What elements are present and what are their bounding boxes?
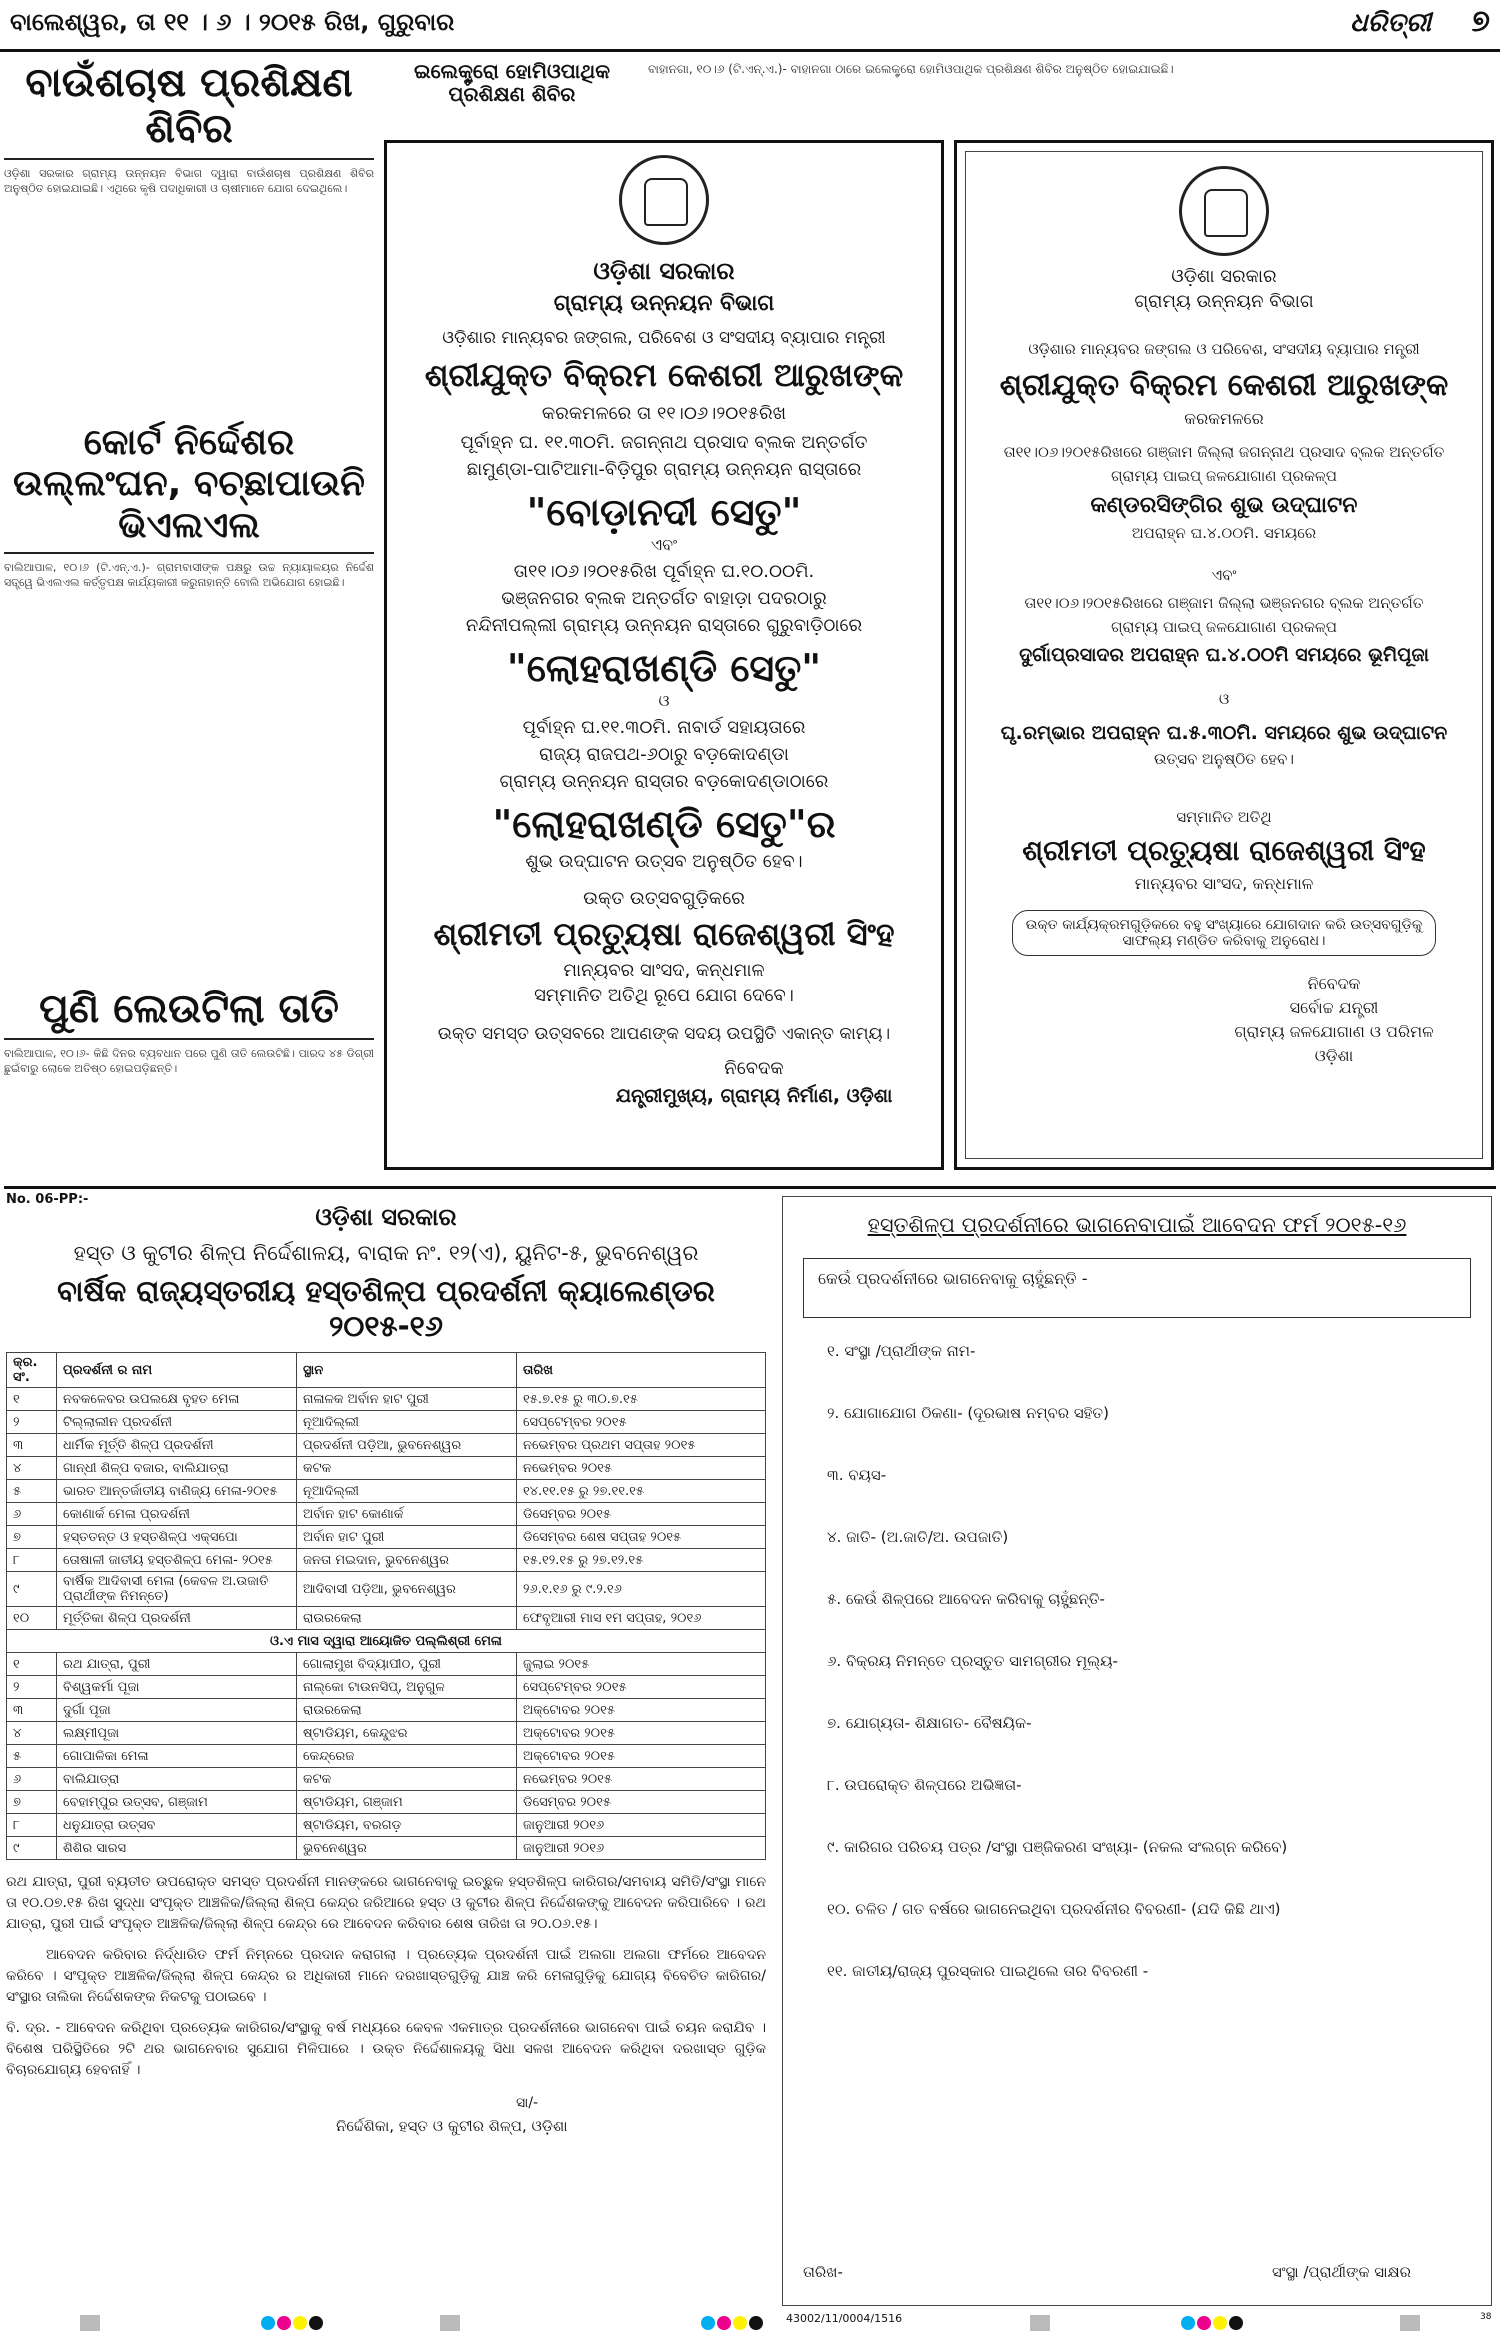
cell-serial: ୬ bbox=[7, 1768, 57, 1791]
cell-name: କୋଣାର୍କ ମେଳା ପ୍ରଦର୍ଶନୀ bbox=[57, 1503, 297, 1526]
table-row bbox=[7, 1814, 766, 1837]
ad2-signer2: ଗ୍ରାମ୍ୟ ଜଳଯୋଗାଣ ଓ ପରିମଳ bbox=[1234, 1022, 1434, 1041]
ad2-note: ଉକ୍ତ କାର୍ଯ୍ୟକ୍ରମଗୁଡ଼ିକରେ ବହୁ ସଂଖ୍ୟାରେ ଯୋଗଦାନ କରି ଉତ୍ସବଗୁଡ଼ିକୁ ସାଫଲ୍ୟ ମଣ୍ଡିତ କରିବାକୁ ଅନୁରୋଧ। bbox=[1012, 910, 1436, 956]
ad1-bridge1: "ବୋଡ଼ାନଦୀ ସେତୁ" bbox=[526, 490, 802, 534]
cell-date: ଅକ୍ଟୋବର ୨୦୧୫ bbox=[517, 1745, 766, 1768]
electro-story: ବାହାନଗା, ୧୦।୬ (ଟି.ଏନ୍.ଏ.)- ବାହାନଗା ଠାରେ ଇଲେକ୍ଟ୍ରୋ ହୋମିଓପାଥିକ ପ୍ରଶିକ୍ଷଣ ଶିବିର ଅନୁଷ୍ଠିତ ହୋଇଯାଇଛି। bbox=[648, 62, 1174, 76]
cell-date: ଡିସେମ୍ବର ଶେଷ ସପ୍ତାହ ୨୦୧୫ bbox=[517, 1526, 766, 1549]
ad1-line7: ପୂର୍ବାହ୍ନ ଘ.୧୧.୩୦ମି. ନାବାର୍ଡ ସହାୟତାରେ bbox=[522, 717, 806, 738]
cell-name: ରଥ ଯାତ୍ରା, ପୁରୀ bbox=[57, 1653, 297, 1676]
headline-bamboo: ବାଉଁଶଚାଷ ପ୍ରଶିକ୍ଷଣ ଶିବିର bbox=[25, 60, 353, 152]
ad1-nibedaka: ନିବେଦକ bbox=[724, 1058, 784, 1079]
ad1-bridge3: "ଲୋହରାଖଣ୍ଡି ସେତୁ"ର bbox=[492, 802, 836, 846]
cell-date: ଅକ୍ଟୋବର ୨୦୧୫ bbox=[517, 1722, 766, 1745]
cell-venue: ଅର୍ବାନ ହାଟ ପୁରୀ bbox=[297, 1526, 517, 1549]
headline-court: କୋର୍ଟ ନିର୍ଦ୍ଦେଶର ଉଲ୍ଲଂଘନ, ବଚ୍ଛାପାଉନି ଭିଏଲଏଲ bbox=[13, 422, 365, 546]
application-form bbox=[782, 1196, 1492, 2306]
registration-dots bbox=[700, 2315, 764, 2334]
cell-date: ୧୫.୧୨.୧୫ ରୁ ୨୭.୧୨.୧୫ bbox=[517, 1549, 766, 1572]
table-row bbox=[7, 1653, 766, 1676]
ad2-signer3: ଓଡ଼ିଶା bbox=[1314, 1046, 1354, 1065]
odisha-emblem-icon bbox=[1179, 166, 1269, 256]
ad1-guest: ଶ୍ରୀମତୀ ପ୍ରତ୍ୟୁଷା ରାଜେଶ୍ୱରୀ ସିଂହ bbox=[433, 915, 895, 953]
table-body-state bbox=[7, 1388, 766, 1630]
divider bbox=[4, 158, 374, 160]
ad2-guest-role: ସମ୍ମାନିତ ଅତିଥି bbox=[1176, 808, 1272, 826]
cell-serial: ୯ bbox=[7, 1837, 57, 1860]
cell-name: ଗୋପାଳିକା ମେଳା bbox=[57, 1745, 297, 1768]
cell-date: ସେପ୍ଟେମ୍ବର ୨୦୧୫ bbox=[517, 1411, 766, 1434]
form-sign-label: ସଂସ୍ଥା /ପ୍ରାର୍ଥୀଙ୍କ ସାକ୍ଷର bbox=[1271, 2263, 1411, 2281]
form-field[interactable]: ୧୦. ଚଳିତ / ଗତ ବର୍ଷରେ ଭାଗନେଇଥିବା ପ୍ରଦର୍ଶନୀର ବିବରଣୀ- (ଯଦି କିଛି ଥାଏ) bbox=[827, 1900, 1281, 1918]
form-field[interactable]: ୫. କେଉଁ ଶିଳ୍ପରେ ଆବେଦନ କରିବାକୁ ଚାହୁଁଛନ୍ତି- bbox=[827, 1590, 1105, 1608]
cell-serial: ୬ bbox=[7, 1503, 57, 1526]
ad1-dept: ଗ୍ରାମ୍ୟ ଉନ୍ନୟନ ବିଭାଗ bbox=[553, 291, 775, 316]
col-serial: କ୍ର. ସଂ. bbox=[7, 1353, 57, 1388]
table-row bbox=[7, 1480, 766, 1503]
divider bbox=[4, 552, 374, 554]
form-field[interactable]: ୩. ବୟସ- bbox=[827, 1466, 887, 1484]
cell-date: ଜୁଲାଇ ୨୦୧୫ bbox=[517, 1653, 766, 1676]
cell-date: ଡିସେମ୍ବର ୨୦୧୫ bbox=[517, 1791, 766, 1814]
ad2-line5: ଉତ୍ସବ ଅନୁଷ୍ଠିତ ହେବ। bbox=[1154, 750, 1294, 768]
cell-name: ଶିଶିର ସାରସ bbox=[57, 1837, 297, 1860]
cell-name: ବାର୍ଷିକ ଆଦିବାସୀ ମେଳା (କେବଳ ଅ.ଉଜାତି ପ୍ରାର୍ଥୀଙ୍କ ନିମନ୍ତେ) bbox=[57, 1572, 297, 1607]
col-date: ତାରିଖ bbox=[517, 1353, 766, 1388]
form-field[interactable]: ୧୧. ଜାତୀୟ/ରାଜ୍ୟ ପୁରସ୍କାର ପାଇଥିଲେ ତାର ବିବରଣୀ - bbox=[827, 1962, 1149, 1980]
story-bamboo: ଓଡ଼ିଶା ସରକାର ଗ୍ରାମ୍ୟ ଉନ୍ନୟନ ବିଭାଗ ଦ୍ୱାରା ବାଉଁଶଚାଷ ପ୍ରଶିକ୍ଷଣ ଶିବିର ଅନୁଷ୍ଠିତ ହୋଇଯାଇଛି। ଏଥିରେ କୃଷି ପଦାଧିକାରୀ ଓ ଚାଷୀମାନେ ଯୋଗ ଦେଇଥିଲେ। bbox=[4, 167, 374, 195]
form-title: ହସ୍ତଶିଳ୍ପ ପ୍ରଦର୍ଶନୀରେ ଭାଗନେବାପାଇଁ ଆବେଦନ ଫର୍ମ ୨୦୧୫-୧୬ bbox=[867, 1213, 1407, 1237]
ad1-line9: ଗ୍ରାମ୍ୟ ଉନ୍ନୟନ ରାସ୍ତାର ବଡ଼କୋଦଣ୍ଡାଠାରେ bbox=[499, 771, 829, 792]
yellow-dot bbox=[733, 2316, 747, 2330]
ad1-and2: ଓ bbox=[658, 691, 670, 710]
form-field[interactable]: ୭. ଯୋଗ୍ୟତା- ଶିକ୍ଷାଗତ- ବୈଷୟିକ- bbox=[827, 1714, 1032, 1732]
form-field[interactable]: ୯. କାରିଗର ପରିଚୟ ପତ୍ର /ସଂସ୍ଥା ପଞ୍ଜିକରଣ ସଂଖ୍ୟା- (ନକଲ ସଂଲଗ୍ନ କରିବେ) bbox=[827, 1838, 1288, 1856]
yellow-dot bbox=[293, 2316, 307, 2330]
cell-serial: ୮ bbox=[7, 1549, 57, 1572]
ad1-guest-role: ସମ୍ମାନିତ ଅତିଥି ରୂପେ ଯୋଗ ଦେବେ। bbox=[534, 985, 794, 1006]
craft-calendar-table bbox=[6, 1352, 766, 1860]
cell-venue: ପ୍ରଦର୍ଶନୀ ପଡ଼ିଆ, ଭୁବନେଶ୍ୱର bbox=[297, 1434, 517, 1457]
table-row bbox=[7, 1791, 766, 1814]
page-number: ୭ bbox=[1471, 4, 1490, 39]
cell-name: ଧନୁଯାତ୍ରା ଉତ୍ସବ bbox=[57, 1814, 297, 1837]
headline-heat: ପୁଣି ଲେଉଟିଲା ତାତି bbox=[39, 986, 339, 1033]
ad2-line3: ତା୧୧।୦୬।୨୦୧୫ରିଖରେ ଗଞ୍ଜାମ ଜିଲ୍ଲା ଭଞ୍ଜନଗର ବ୍ଲକ ଅନ୍ତର୍ଗତ bbox=[1024, 594, 1424, 612]
cyan-dot bbox=[1181, 2316, 1195, 2330]
ad-code: 43002/11/0004/1516 bbox=[786, 2312, 903, 2325]
craft-calendar-ad bbox=[6, 1192, 766, 2312]
cell-name: ନବକଳେବର ଉପଲକ୍ଷେ ବୃହତ ମେଳା bbox=[57, 1388, 297, 1411]
table-body-pallishree bbox=[7, 1653, 766, 1860]
black-dot bbox=[1229, 2316, 1243, 2330]
ad2-and2: ଓ bbox=[1218, 690, 1230, 708]
ad1-line1: କରକମଳରେ ତା ୧୧।୦୬।୨୦୧୫ରିଖ bbox=[541, 403, 787, 424]
form-field[interactable]: ୮. ଉପରୋକ୍ତ ଶିଳ୍ପରେ ଅଭିଜ୍ଞତା- bbox=[827, 1776, 1022, 1794]
cell-serial: ୨ bbox=[7, 1676, 57, 1699]
ad1-guest-title: ମାନ୍ୟବର ସାଂସଦ, କନ୍ଧମାଳ bbox=[563, 960, 765, 981]
cell-serial: ୭ bbox=[7, 1791, 57, 1814]
table-row bbox=[7, 1572, 766, 1607]
cell-serial: ୩ bbox=[7, 1699, 57, 1722]
cell-venue: ଆଦିବାସୀ ପଡ଼ିଆ, ଭୁବନେଶ୍ୱର bbox=[297, 1572, 517, 1607]
cell-venue: ଭୁବନେଶ୍ୱର bbox=[297, 1837, 517, 1860]
ad2-govt: ଓଡ଼ିଶା ସରକାର bbox=[1171, 266, 1277, 287]
cell-name: ବାଲିଯାତ୍ରା bbox=[57, 1768, 297, 1791]
left-news-column bbox=[4, 58, 374, 1178]
ad2-karakamala: କରକମଳରେ bbox=[1184, 409, 1264, 428]
table-header-row bbox=[7, 1353, 766, 1388]
story-heat: ବାଲିଆପାଳ, ୧୦।୬- କିଛି ଦିନର ବ୍ୟବଧାନ ପରେ ପୁଣି ତାତି ଲେଉଟିଛି। ପାରଦ ୪୫ ଡିଗ୍ରୀ ଛୁଇଁବାରୁ ଲୋକେ ଅତିଷ୍ଠ ହୋଇପଡ଼ିଛନ୍ତି। bbox=[4, 1047, 374, 1076]
cell-venue: ରାଉରକେଲା bbox=[297, 1699, 517, 1722]
cell-venue: କଟକ bbox=[297, 1768, 517, 1791]
ad2-place2: ଦୁର୍ଗାପ୍ରସାଦର ଅପରାହ୍ନ ଘ.୪.୦୦ମି ସମୟରେ ଭୂମିପୂଜା bbox=[1019, 644, 1429, 666]
cell-venue: ଅର୍ବାନ ହାଟ କୋଣାର୍କ bbox=[297, 1503, 517, 1526]
cell-venue: ଷ୍ଟାଡିୟମ, ଗଞ୍ଜାମ bbox=[297, 1791, 517, 1814]
ad1-signer: ଯନ୍ତ୍ରୀମୁଖ୍ୟ, ଗ୍ରାମ୍ୟ ନିର୍ମାଣ, ଓଡ଼ିଶା bbox=[615, 1085, 893, 1107]
craft-title: ବାର୍ଷିକ ରାଜ୍ୟସ୍ତରୀୟ ହସ୍ତଶିଳ୍ପ ପ୍ରଦର୍ଶନୀ କ୍ୟାଲେଣ୍ଡର ୨୦୧୫-୧୬ bbox=[57, 1274, 715, 1343]
cell-serial: ୧ bbox=[7, 1388, 57, 1411]
craft-para3: ବି. ଦ୍ର. - ଆବେଦନ କରିଥିବା ପ୍ରତ୍ୟେକ କାରିଗର/ସଂସ୍ଥାକୁ ବର୍ଷ ମଧ୍ୟରେ କେବଳ ଏକମାତ୍ର ପ୍ରଦର୍ଶନୀରେ ଭାଗନେବା ପାଇଁ ଚୟନ କରାଯିବ । ବିଶେଷ ପରିସ୍ଥିତିରେ ୨ଟି ଥର ଭାଗନେବାର ସୁଯୋଗ ମିଳିପାରେ । ଉକ୍ତ ନିର୍ଦ୍ଦେଶାଳୟକୁ ସିଧା ସଳଖ ଆବେଦନ କରିଥିବା ଦରଖାସ୍ତ ଗୁଡ଼ିକ ବିଚାରଯୋଗ୍ୟ ହେବନାହିଁ । bbox=[6, 2020, 766, 2078]
cell-serial: ୭ bbox=[7, 1526, 57, 1549]
form-fields bbox=[803, 1342, 1471, 1980]
page-folio: 38 bbox=[1480, 2312, 1492, 2322]
cell-serial: ୯ bbox=[7, 1572, 57, 1607]
col-name: ପ୍ରଦର୍ଶନୀ ର ନାମ bbox=[57, 1353, 297, 1388]
ad2-minister-title: ଓଡ଼ିଶାର ମାନ୍ୟବର ଜଙ୍ଗଲ ଓ ପରିବେଶ, ସଂସଦୀୟ ବ୍ୟାପାର ମନ୍ତ୍ରୀ bbox=[1028, 340, 1420, 358]
table-row bbox=[7, 1768, 766, 1791]
table-row bbox=[7, 1457, 766, 1480]
ad1-line11: ଉକ୍ତ ଉତ୍ସବଗୁଡ଼ିକରେ bbox=[583, 888, 745, 909]
cell-date: ନଭେମ୍ବର ୨୦୧୫ bbox=[517, 1768, 766, 1791]
cell-serial: ୫ bbox=[7, 1745, 57, 1768]
cell-name: ଲକ୍ଷ୍ମୀପୂଜା bbox=[57, 1722, 297, 1745]
table-row bbox=[7, 1434, 766, 1457]
cell-date: ଅକ୍ଟୋବର ୨୦୧୫ bbox=[517, 1699, 766, 1722]
table-row bbox=[7, 1526, 766, 1549]
ad2-place3: ଘୃ.ରମ୍ଭାର ଅପରାହ୍ନ ଘ.୫.୩୦ମି. ସମୟରେ ଶୁଭ ଉଦ୍‌ଘାଟନ bbox=[1000, 722, 1448, 744]
ad1-line10: ଶୁଭ ଉଦ୍‌ଘାଟନ ଉତ୍ସବ ଅନୁଷ୍ଠିତ ହେବ। bbox=[525, 851, 803, 872]
odisha-emblem-icon bbox=[619, 155, 709, 245]
ad2-nibedaka: ନିବେଦକ bbox=[1307, 974, 1361, 993]
form-field[interactable]: ୧. ସଂସ୍ଥା /ପ୍ରାର୍ଥୀଙ୍କ ନାମ- bbox=[827, 1342, 976, 1360]
craft-para2: ଆବେଦନ କରିବାର ନିର୍ଦ୍ଧାରିତ ଫର୍ମ ନିମ୍ନରେ ପ୍ରଦାନ କରାଗଲା । ପ୍ରତ୍ୟେକ ପ୍ରଦର୍ଶନୀ ପାଇଁ ଅଲଗା ଅଲଗା ଫର୍ମରେ ଆବେଦନ କରିବେ । ସଂପୃକ୍ତ ଆଞ୍ଚଳିକ/ଜିଲ୍ଲା ଶିଳ୍ପ କେନ୍ଦ୍ର ର ଅଧିକାରୀ ମାନେ ଦରଖାସ୍ତଗୁଡ଼ିକୁ ଯାଞ୍ଚ କରି ମେଳାଗୁଡ଼ିକୁ ଯୋଗ୍ୟ ବିବେଚିତ କାରିଗର/ ସଂସ୍ଥାର ତାଲିକା ନିର୍ଦ୍ଦେଶକଙ୍କ ନିକଟକୁ ପଠାଇବେ । bbox=[6, 1947, 766, 2005]
table-row bbox=[7, 1503, 766, 1526]
craft-sign1: ସା/- bbox=[516, 2095, 539, 2111]
craft-sign2: ନିର୍ଦ୍ଦେଶିକା, ହସ୍ତ ଓ କୁଟୀର ଶିଳ୍ପ, ଓଡ଼ିଶା bbox=[336, 2117, 568, 2135]
table-subheading-row bbox=[7, 1630, 766, 1653]
cell-serial: ୮ bbox=[7, 1814, 57, 1837]
cell-name: ଗାନ୍ଧୀ ଶିଳ୍ପ ବଜାର, ବାଲିଯାତ୍ରା bbox=[57, 1457, 297, 1480]
form-field[interactable]: ୪. ଜାତି- (ଅ.ଜାତି/ଅ. ଉପଜାତି) bbox=[827, 1528, 1009, 1546]
cell-venue: ଗୋଲାମୁଖ ବିଦ୍ୟାପୀଠ, ପୁରୀ bbox=[297, 1653, 517, 1676]
magenta-dot bbox=[717, 2316, 731, 2330]
ad1-and1: ଏବଂ bbox=[650, 535, 678, 554]
cell-date: ଫେବୃଆରୀ ମାସ ୧ମ ସପ୍ତାହ, ୨୦୧୬ bbox=[517, 1607, 766, 1630]
cell-venue: ନାଲ୍‌କୋ ଟାଉନସିପ୍, ଅନୁଗୁଳ bbox=[297, 1676, 517, 1699]
form-which-label: କେଉଁ ପ୍ରଦର୍ଶନୀରେ ଭାଗନେବାକୁ ଚାହୁଁଛନ୍ତି - bbox=[818, 1269, 1088, 1288]
cell-name: ବିଶ୍ୱକର୍ମା ପୂଜା bbox=[57, 1676, 297, 1699]
table-subheading: ଓ.ଏ ମାସ ଦ୍ୱାରା ଆୟୋଜିତ ପଲ୍ଲିଶ୍ରୀ ମେଳା bbox=[7, 1630, 766, 1653]
grey-patch bbox=[440, 2315, 460, 2331]
ad2-dept: ଗ୍ରାମ୍ୟ ଉନ୍ନୟନ ବିଭାଗ bbox=[1134, 291, 1314, 312]
form-field[interactable]: ୬. ବିକ୍ରୟ ନିମନ୍ତେ ପ୍ରସ୍ତୁତ ସାମଗ୍ରୀର ମୂଲ୍ୟ- bbox=[827, 1652, 1118, 1670]
form-exhibition-choice[interactable] bbox=[803, 1258, 1471, 1318]
cell-date: ନଭେମ୍ବର ୨୦୧୫ bbox=[517, 1457, 766, 1480]
cell-date: ନଭେମ୍ବର ପ୍ରଥମ ସପ୍ତାହ ୨୦୧୫ bbox=[517, 1434, 766, 1457]
table-row bbox=[7, 1549, 766, 1572]
masthead bbox=[1350, 4, 1490, 39]
ad1-line12: ଉକ୍ତ ସମସ୍ତ ଉତ୍ସବରେ ଆପଣଙ୍କ ସଦୟ ଉପସ୍ଥିତି ଏକାନ୍ତ କାମ୍ୟ। bbox=[437, 1024, 891, 1044]
ad1-line6: ନନ୍ଦିନୀପଲ୍ଲୀ ଗ୍ରାମ୍ୟ ଉନ୍ନୟନ ରାସ୍ତାରେ ଗୁରୁବାଡ଼ିଠାରେ bbox=[465, 615, 863, 636]
cell-date: ୧୪.୧୧.୧୫ ରୁ ୨୭.୧୧.୧୫ bbox=[517, 1480, 766, 1503]
table-row bbox=[7, 1837, 766, 1860]
cell-serial: ୪ bbox=[7, 1457, 57, 1480]
ad2-line2: ଗ୍ରାମ୍ୟ ପାଇପ୍ ଜଳଯୋଗାଣ ପ୍ରକଳ୍ପ bbox=[1111, 467, 1337, 485]
cell-serial: ୧୦ bbox=[7, 1607, 57, 1630]
cell-name: ହସ୍ତତନ୍ତ ଓ ହସ୍ତଶିଳ୍ପ ଏକ୍ସପୋ bbox=[57, 1526, 297, 1549]
ad1-line4: ତା୧୧।୦୬।୨୦୧୫ରିଖ ପୂର୍ବାହ୍ନ ଘ.୧୦.୦୦ମି. bbox=[513, 561, 815, 582]
cell-name: ମୂର୍ତ୍ତିକା ଶିଳ୍ପ ପ୍ରଦର୍ଶନୀ bbox=[57, 1607, 297, 1630]
table-row bbox=[7, 1699, 766, 1722]
ad1-line8: ରାଜ୍ୟ ରାଜପଥ-୬ଠାରୁ ବଡ଼କୋଦଣ୍ଡା bbox=[539, 744, 789, 765]
cell-venue: ନାଳାଳକ ଅର୍ବାନ ହାଟ ପୁରୀ bbox=[297, 1388, 517, 1411]
water-supply-ad bbox=[954, 140, 1494, 1170]
grey-patch bbox=[1030, 2315, 1050, 2331]
ad2-minister-name: ଶ୍ରୀଯୁକ୍ତ ବିକ୍ରମ କେଶରୀ ଆରୁଖଙ୍କ bbox=[999, 368, 1449, 403]
ad2-signer1: ସର୍ବୋଚ୍ଚ ଯନ୍ତ୍ରୀ bbox=[1289, 998, 1379, 1017]
cyan-dot bbox=[701, 2316, 715, 2330]
registration-dots bbox=[1180, 2315, 1244, 2334]
magenta-dot bbox=[277, 2316, 291, 2330]
table-row bbox=[7, 1745, 766, 1768]
ad1-bridge2: "ଲୋହରାଖଣ୍ଡି ସେତୁ" bbox=[506, 646, 822, 690]
section-rule bbox=[4, 1186, 1496, 1189]
ad2-line1: ତା୧୧।୦୬।୨୦୧୫ରିଖରେ ଗଞ୍ଜାମ ଜିଲ୍ଲା ଜଗନ୍ନାଥ ପ୍ରସାଦ ବ୍ଲକ ଅନ୍ତର୍ଗତ bbox=[1003, 443, 1445, 461]
col-venue: ସ୍ଥାନ bbox=[297, 1353, 517, 1388]
paper-logo: ଧରିତ୍ରୀ bbox=[1349, 8, 1432, 38]
black-dot bbox=[749, 2316, 763, 2330]
story-court: ବାଲିଆପାଳ, ୧୦।୬ (ଟି.ଏନ୍.ଏ.)- ଗ୍ରାମବାସୀଙ୍କ ପକ୍ଷରୁ ଉଚ୍ଚ ନ୍ୟାୟାଳୟର ନିର୍ଦ୍ଦେଶ ସତ୍ତ୍ୱେ ଭିଏଲଏଲ କର୍ତ୍ତୃପକ୍ଷ କାର୍ଯ୍ୟକାରୀ କରୁନାହାନ୍ତି ବୋଲି ଅଭିଯୋଗ ହୋଇଛି। bbox=[4, 561, 374, 590]
craft-govt: ଓଡ଼ିଶା ସରକାର bbox=[315, 1203, 457, 1231]
cell-date: ୨୬.୧.୧୬ ରୁ ୯.୨.୧୬ bbox=[517, 1572, 766, 1607]
ad1-minister-name: ଶ୍ରୀଯୁକ୍ତ ବିକ୍ରମ କେଶରୀ ଆରୁଖଙ୍କ bbox=[424, 356, 904, 394]
cell-venue: ନୂଆଦିଲ୍ଲୀ bbox=[297, 1411, 517, 1434]
yellow-dot bbox=[1213, 2316, 1227, 2330]
ad2-and1: ଏବଂ bbox=[1211, 566, 1237, 584]
table-row bbox=[7, 1411, 766, 1434]
form-date-label: ତାରିଖ- bbox=[803, 2263, 843, 2281]
cell-venue: ରାଉରକେଲା bbox=[297, 1607, 517, 1630]
grey-patch bbox=[1400, 2315, 1420, 2331]
ad2-place1: କଣ୍ଡରସିଙ୍ଗିର ଶୁଭ ଉଦ୍‌ଘାଟନ bbox=[1090, 493, 1358, 518]
cell-name: ଟିଲ୍ଲାଲୀନ ପ୍ରଦର୍ଶନୀ bbox=[57, 1411, 297, 1434]
page-header bbox=[0, 0, 1500, 52]
registration-dots bbox=[260, 2315, 324, 2334]
cell-venue: ଜନତା ମଇଦାନ, ଭୁବନେଶ୍ୱର bbox=[297, 1549, 517, 1572]
table-row bbox=[7, 1388, 766, 1411]
cyan-dot bbox=[261, 2316, 275, 2330]
bridge-inauguration-ad bbox=[384, 140, 944, 1170]
cell-date: ଜାନୁଆରୀ ୨୦୧୬ bbox=[517, 1837, 766, 1860]
cell-date: ଜାନୁଆରୀ ୨୦୧୬ bbox=[517, 1814, 766, 1837]
craft-directorate: ହସ୍ତ ଓ କୁଟୀର ଶିଳ୍ପ ନିର୍ଦ୍ଦେଶାଳୟ, ବାରାକ ନଂ. ୧୨(ଏ), ୟୁନିଟ-୫, ଭୁବନେଶ୍ୱର bbox=[73, 1241, 699, 1265]
cell-name: ବେହାମ୍ପୁର ଉତ୍ସବ, ଗଞ୍ଜାମ bbox=[57, 1791, 297, 1814]
table-row bbox=[7, 1607, 766, 1630]
cell-serial: ୫ bbox=[7, 1480, 57, 1503]
craft-para1: ରଥ ଯାତ୍ରା, ପୁରୀ ବ୍ୟତୀତ ଉପରୋକ୍ତ ସମସ୍ତ ପ୍ରଦର୍ଶନୀ ମାନଙ୍କରେ ଭାଗନେବାକୁ ଇଚ୍ଛୁକ ହସ୍ତଶିଳ୍ପ କାରିଗର/ସମବାୟ ସମିତି/ସଂସ୍ଥା ମାନେ ତା ୧୦.୦୭.୧୫ ରିଖ ସୁଦ୍ଧା ସଂପୃକ୍ତ ଆଞ୍ଚଳିକ/ଜିଲ୍ଲା ଶିଳ୍ପ କେନ୍ଦ୍ର ଜରିଆରେ ହସ୍ତ ଓ କୁଟୀର ଶିଳ୍ପ ନିର୍ଦ୍ଦେଶକଙ୍କୁ ଆବେଦନ କରିପାରିବେ । ରଥ ଯାତ୍ରା, ପୁରୀ ପାଇଁ ସଂପୃକ୍ତ ଆଞ୍ଚଳିକ/ଜିଲ୍ଲା ଶିଳ୍ପ କେନ୍ଦ୍ର ରେ ଆବେଦନ କରିବାର ଶେଷ ତାରିଖ ତା ୨୦.୦୬.୧୫। bbox=[6, 1874, 766, 1932]
cell-serial: ୩ bbox=[7, 1434, 57, 1457]
cell-date: ସେପ୍ଟେମ୍ବର ୨୦୧୫ bbox=[517, 1676, 766, 1699]
cell-name: ଭାରତ ଆନ୍ତର୍ଜାତୀୟ ବାଣିଜ୍ୟ ମେଳା-୨୦୧୫ bbox=[57, 1480, 297, 1503]
ad1-line5: ଭଞ୍ଜନଗର ବ୍ଲକ ଅନ୍ତର୍ଗତ ବାହାଡ଼ା ପଦରଠାରୁ bbox=[501, 588, 827, 609]
ad1-minister-title: ଓଡ଼ିଶାର ମାନ୍ୟବର ଜଙ୍ଗଲ, ପରିବେଶ ଓ ସଂସଦୀୟ ବ୍ୟାପାର ମନ୍ତ୍ରୀ bbox=[442, 328, 886, 348]
cell-name: ତୋଷାଳୀ ଜାତୀୟ ହସ୍ତଶିଳ୍ପ ମେଳା- ୨୦୧୫ bbox=[57, 1549, 297, 1572]
cell-name: ଦୁର୍ଗା ପୂଜା bbox=[57, 1699, 297, 1722]
cell-venue: ଷ୍ଟାଡିୟମ, କେନ୍ଦୁଝର bbox=[297, 1722, 517, 1745]
cell-venue: କେନ୍ଦ୍ରେଜ bbox=[297, 1745, 517, 1768]
cell-serial: ୪ bbox=[7, 1722, 57, 1745]
ad2-guest: ଶ୍ରୀମତୀ ପ୍ରତ୍ୟୁଷା ରାଜେଶ୍ୱରୀ ସିଂହ bbox=[1022, 834, 1426, 867]
ad-number: No. 06-PP:- bbox=[6, 1192, 89, 1207]
cell-serial: ୧ bbox=[7, 1653, 57, 1676]
table-row bbox=[7, 1722, 766, 1745]
ad1-line3: ଛାମୁଣ୍ଡା-ପାଟିଆମା-ବିଡ଼ିପୁର ଗ୍ରାମ୍ୟ ଉନ୍ନୟନ ରାସ୍ତାରେ bbox=[466, 459, 862, 480]
ad2-line4: ଗ୍ରାମ୍ୟ ପାଇପ୍ ଜଳଯୋଗାଣ ପ୍ରକଳ୍ପ bbox=[1111, 618, 1337, 636]
cell-venue: ନୂଆଦିଲ୍ଲୀ bbox=[297, 1480, 517, 1503]
electro-headline: ଇଲେକ୍ଟ୍ରୋ ହୋମିଓପାଥିକ ପ୍ରଶିକ୍ଷଣ ଶିବିର bbox=[414, 59, 610, 106]
cell-venue: ଷ୍ଟାଡିୟମ, ବରଗଡ଼ bbox=[297, 1814, 517, 1837]
cell-date: ଡିସେମ୍ବର ୨୦୧୫ bbox=[517, 1503, 766, 1526]
printer-marks bbox=[0, 2307, 1500, 2335]
electro-headline-box bbox=[384, 60, 640, 130]
table-row bbox=[7, 1676, 766, 1699]
ad1-govt: ଓଡ଼ିଶା ସରକାର bbox=[593, 257, 735, 285]
cell-serial: ୨ bbox=[7, 1411, 57, 1434]
grey-patch bbox=[80, 2315, 100, 2331]
cell-date: ୧୫.୭.୧୫ ରୁ ୩୦.୭.୧୫ bbox=[517, 1388, 766, 1411]
cell-name: ଧାର୍ମିକ ମୂର୍ତ୍ତି ଶିଳ୍ପ ପ୍ରଦର୍ଶନୀ bbox=[57, 1434, 297, 1457]
ad1-line2: ପୂର୍ବାହ୍ନ ଘ. ୧୧.୩୦ମି. ଜଗନ୍ନାଥ ପ୍ରସାଦ ବ୍ଲକ ଅନ୍ତର୍ଗତ bbox=[460, 432, 868, 453]
ad2-time1: ଅପରାହ୍ନ ଘ.୪.୦୦ମି. ସମୟରେ bbox=[1131, 524, 1317, 542]
dateline: ବାଲେଶ୍ୱର, ତା ୧୧ । ୬ । ୨୦୧୫ ରିଖ, ଗୁରୁବାର bbox=[10, 8, 455, 36]
cell-venue: କଟକ bbox=[297, 1457, 517, 1480]
ad2-guest-title: ମାନ୍ୟବର ସାଂସଦ, କନ୍ଧମାଳ bbox=[1134, 874, 1314, 893]
magenta-dot bbox=[1197, 2316, 1211, 2330]
divider bbox=[4, 1038, 374, 1040]
form-field[interactable]: ୨. ଯୋଗାଯୋଗ ଠିକଣା- (ଦୂରଭାଷ ନମ୍ବର ସହିତ) bbox=[827, 1404, 1109, 1422]
black-dot bbox=[309, 2316, 323, 2330]
